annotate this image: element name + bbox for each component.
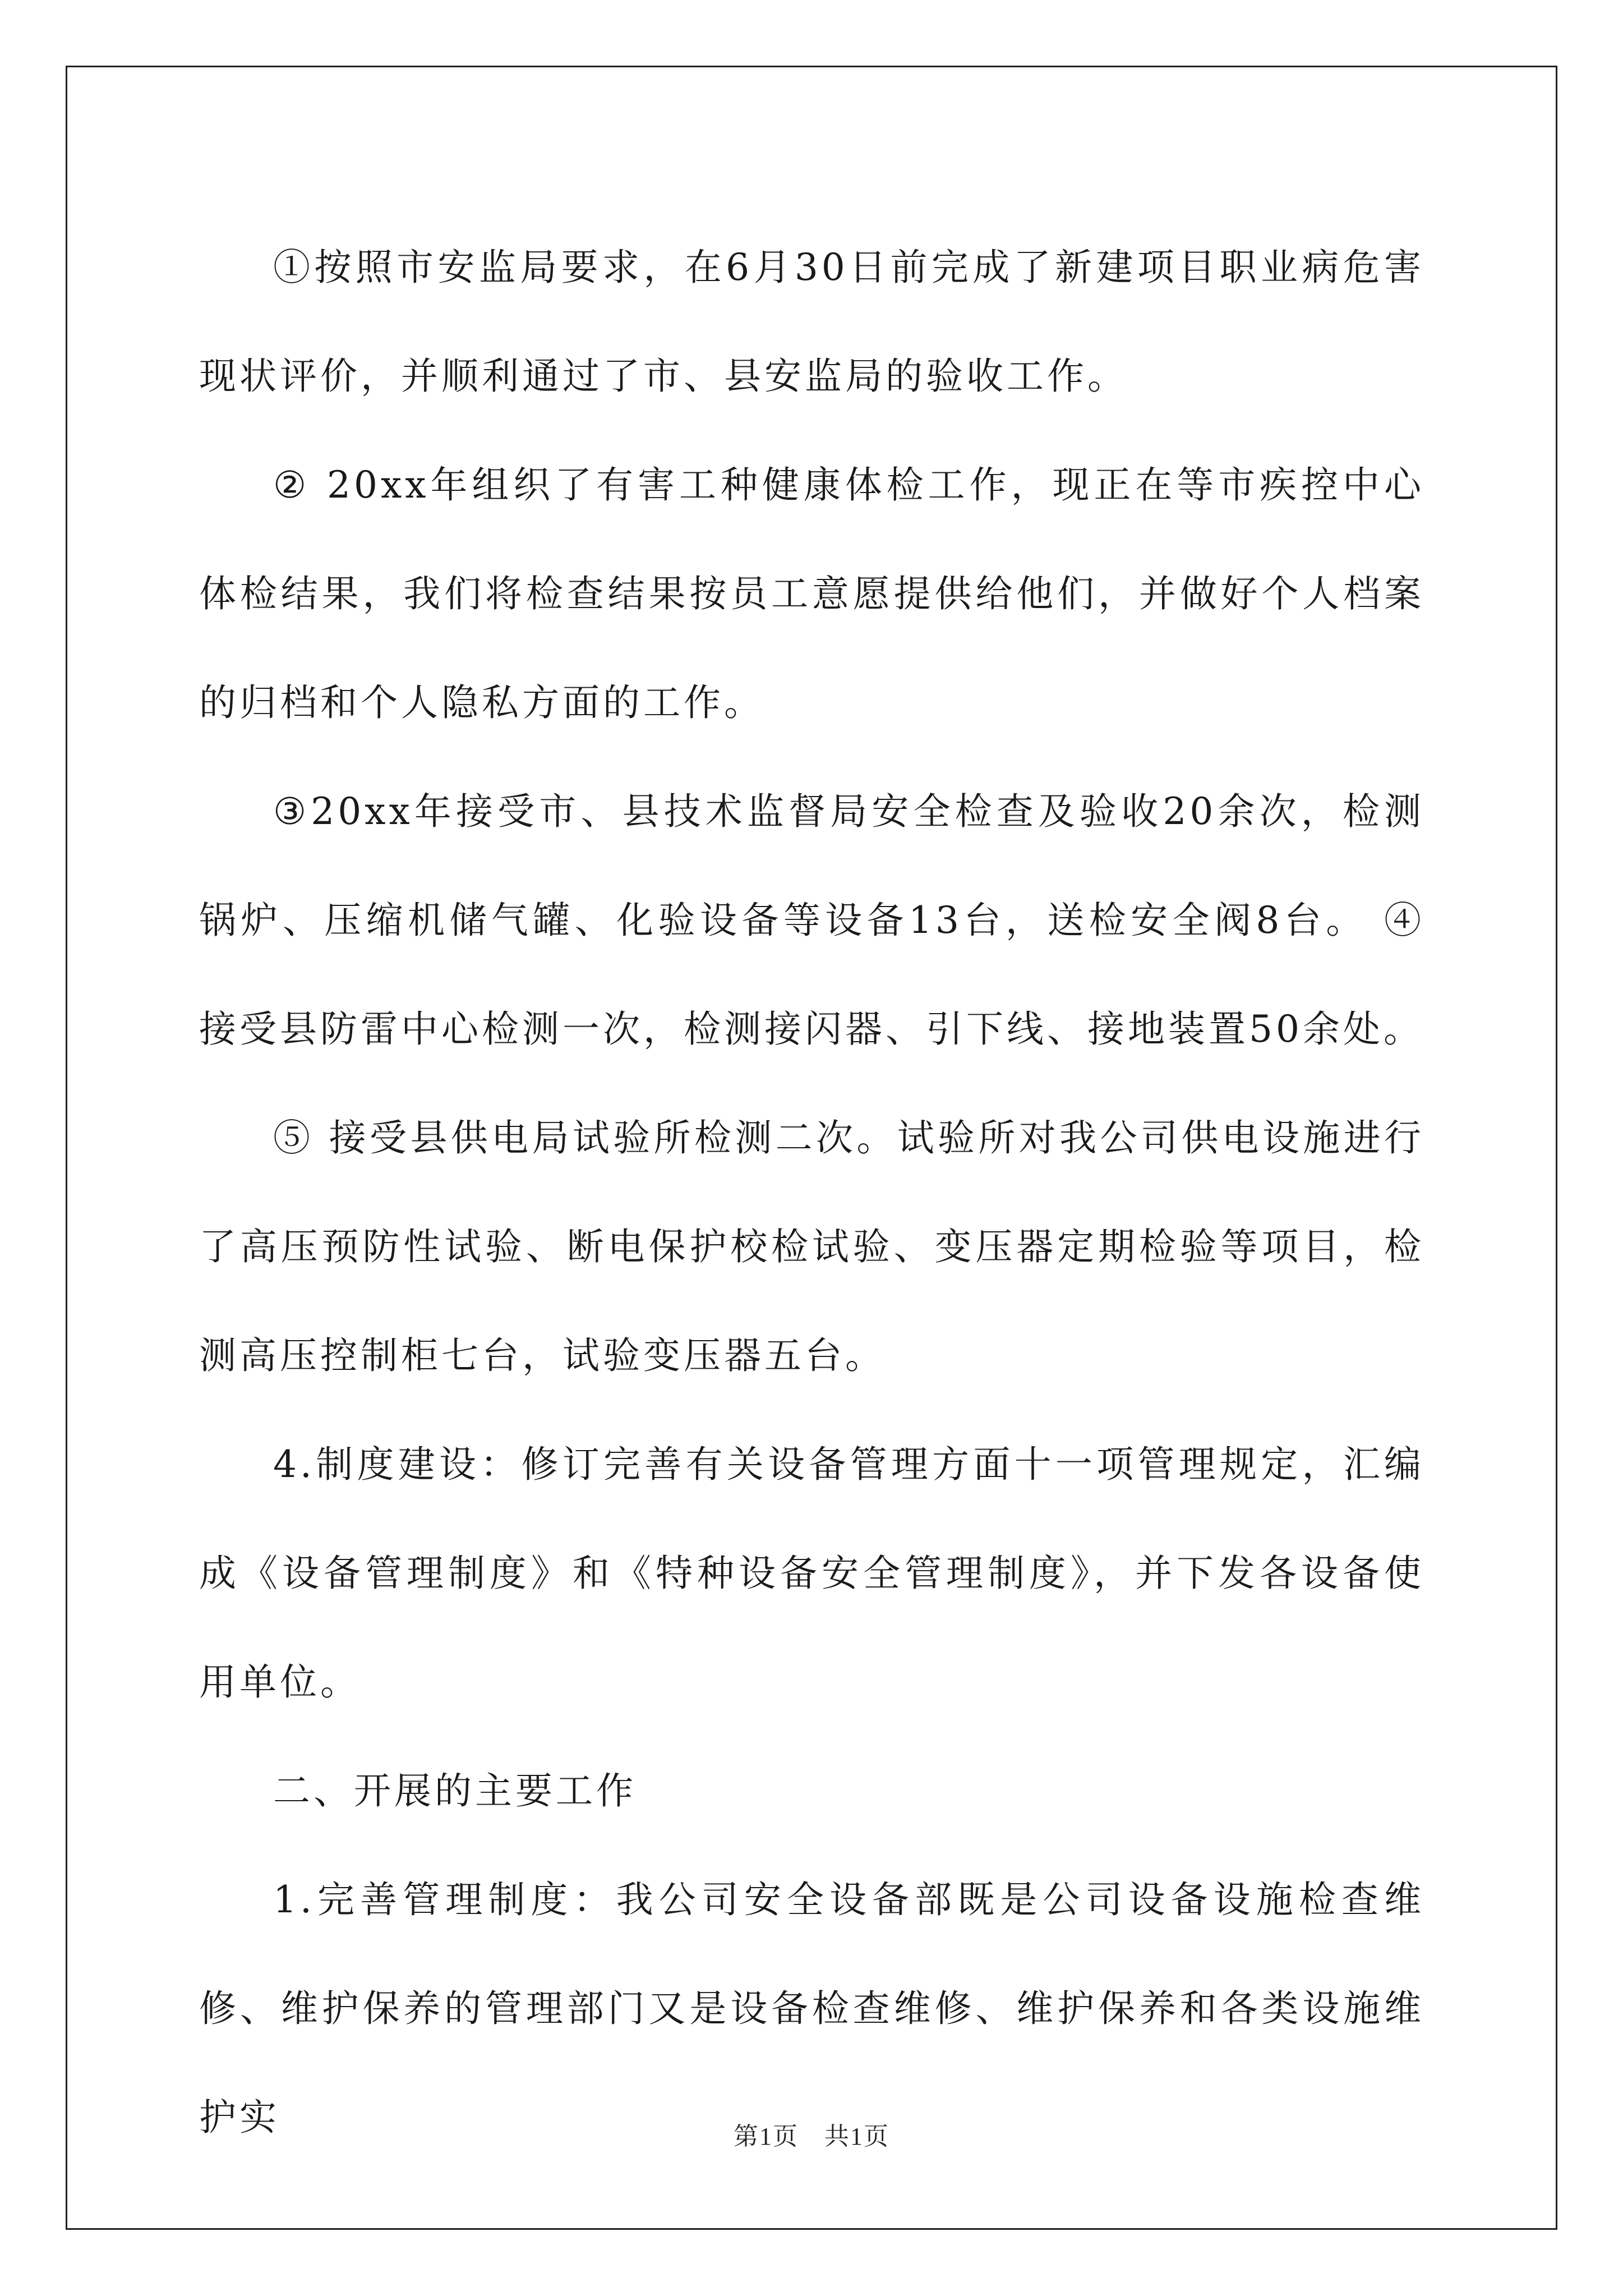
paragraph: ③20xx年接受市、县技术监督局安全检查及验收20余次，检测锅炉、压缩机储气罐、化验设备等设备13台，送检安全阀8台。 ④接受县防雷中心检测一次，检测接闪器、引下线、接地装置50余处。 bbox=[199, 790, 1424, 1051]
page-footer bbox=[0, 2116, 1623, 2152]
page-number: 第1页 共1页 bbox=[734, 2123, 889, 2150]
paragraph: ⑤ 接受县供电局试验所检测二次。试验所对我公司供电设施进行了高压预防性试验、断电保护校检试验、变压器定期检验等项目，检测高压控制柜七台，试验变压器五台。 bbox=[199, 1116, 1424, 1377]
paragraph: 1.完善管理制度：我公司安全设备部既是公司设备设施检查维修、维护保养的管理部门又是设备检查维修、维护保养和各类设施维护实 bbox=[199, 1878, 1424, 2139]
document-body bbox=[199, 213, 1424, 2172]
section-heading: 二、开展的主要工作 bbox=[273, 1769, 637, 1812]
paragraph: ①按照市安监局要求，在6月30日前完成了新建项目职业病危害现状评价，并顺利通过了市、县安监局的验收工作。 bbox=[199, 246, 1424, 398]
paragraph: ② 20xx年组织了有害工种健康体检工作，现正在等市疾控中心体检结果，我们将检查结果按员工意愿提供给他们，并做好个人档案的归档和个人隐私方面的工作。 bbox=[199, 463, 1424, 724]
paragraph: 4.制度建设：修订完善有关设备管理方面十一项管理规定，汇编成《设备管理制度》和《特种设备安全管理制度》，并下发各设备使用单位。 bbox=[199, 1443, 1424, 1704]
